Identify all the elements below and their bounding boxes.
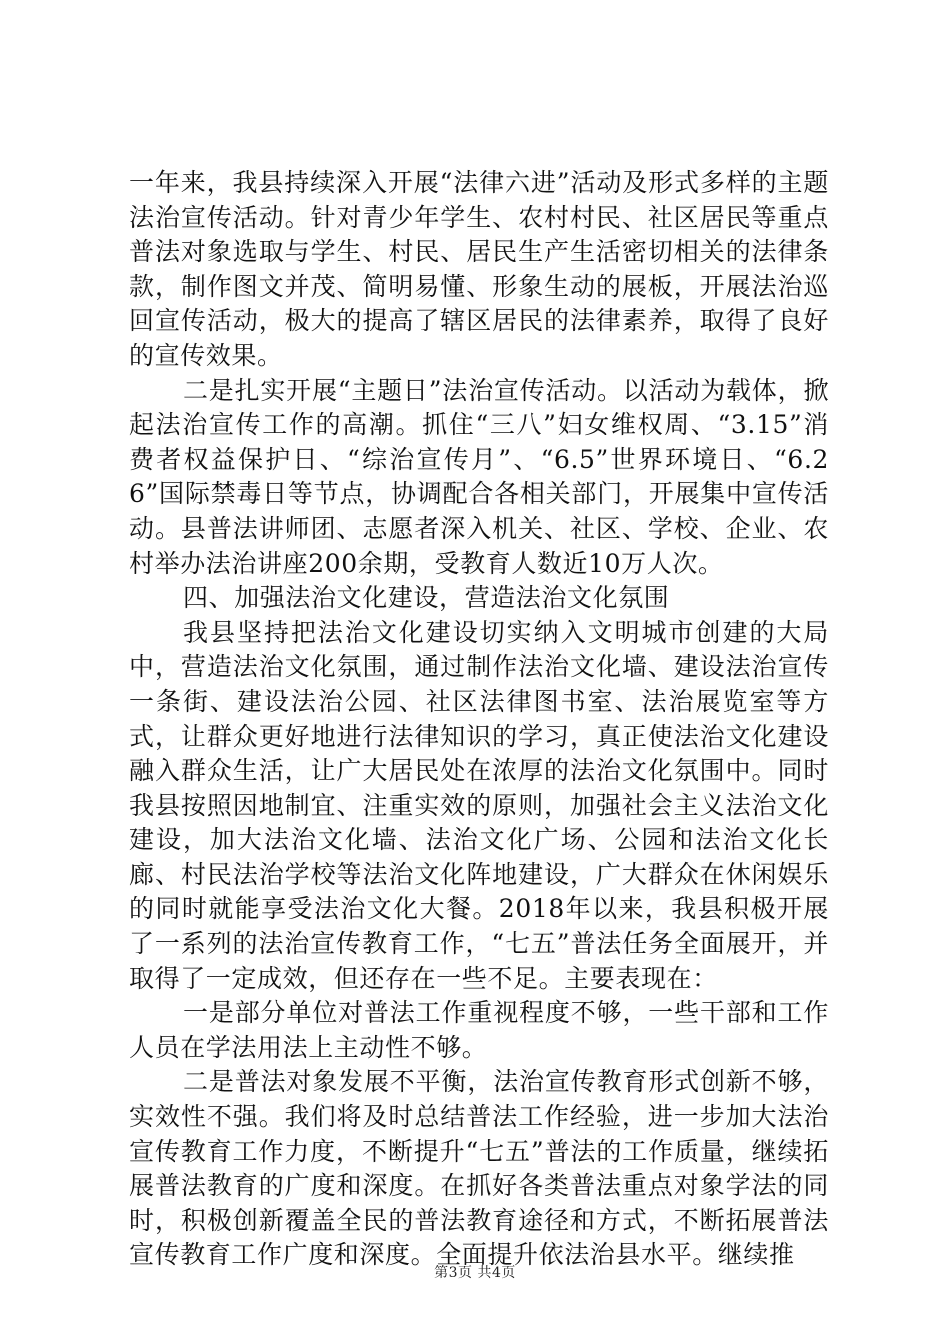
document-body — [129, 166, 829, 1273]
paragraph-1: 一年来，我县持续深入开展“法律六进”活动及形式多样的主题法治宣传活动。针对青少年学生、农村村民、社区居民等重点普法对象选取与学生、村民、居民生产生活密切相关的法律条款，制作图文并茂、简明易懂、形象生动的展板，开展法治巡回宣传活动，极大的提高了辖区居民的法律素养，取得了良好的宣传效果。 — [129, 168, 829, 370]
section-heading: 四、加强法治文化建设，营造法治文化氛围 — [183, 583, 670, 613]
paragraph-3: 我县坚持把法治文化建设切实纳入文明城市创建的大局中，营造法治文化氛围，通过制作法治文化墙、建设法治宣传一条街、建设法治公园、社区法律图书室、法治展览室等方式，让群众更好地进行法律知识的学习，真正使法治文化建设融入群众生活，让广大居民处在浓厚的法治文化氛围中。同时我县按照因地制宜、注重实效的原则，加强社会主义法治文化建设，加大法治文化墙、法治文化广场、公园和法治文化长廊、村民法治学校等法治文化阵地建设，广大群众在休闲娱乐的同时就能享受法治文化大餐。2018年以来，我县积极开展了一系列的法治宣传教育工作，“七五”普法任务全面展开，并取得了一定成效，但还存在一些不足。主要表现在： — [129, 617, 829, 993]
page-number-footer: 第3页 共4页 — [434, 1265, 516, 1281]
paragraph-5: 二是普法对象发展不平衡，法治宣传教育形式创新不够，实效性不强。我们将及时总结普法工作经验，进一步加大法治宣传教育工作力度，不断提升“七五”普法的工作质量，继续拓展普法教育的广度和深度。在抓好各类普法重点对象学法的同时，积极创新覆盖全民的普法教育途径和方式，不断拓展普法宣传教育工作广度和深度。全面提升依法治县水平。继续推 — [129, 1067, 829, 1270]
paragraph-4: 一是部分单位对普法工作重视程度不够，一些干部和工作人员在学法用法上主动性不够。 — [129, 998, 829, 1062]
paragraph-2: 二是扎实开展“主题日”法治宣传活动。以活动为载体，掀起法治宣传工作的高潮。抓住“三八”妇女维权周、“3.15”消费者权益保护日、“综治宣传月”、“6.5”世界环境日、“6.26”国际禁毒日等节点，协调配合各相关部门，开展集中宣传活动。县普法讲师团、志愿者深入机关、社区、学校、企业、农村举办法治讲座200余期，受教育人数近10万人次。 — [129, 375, 829, 578]
